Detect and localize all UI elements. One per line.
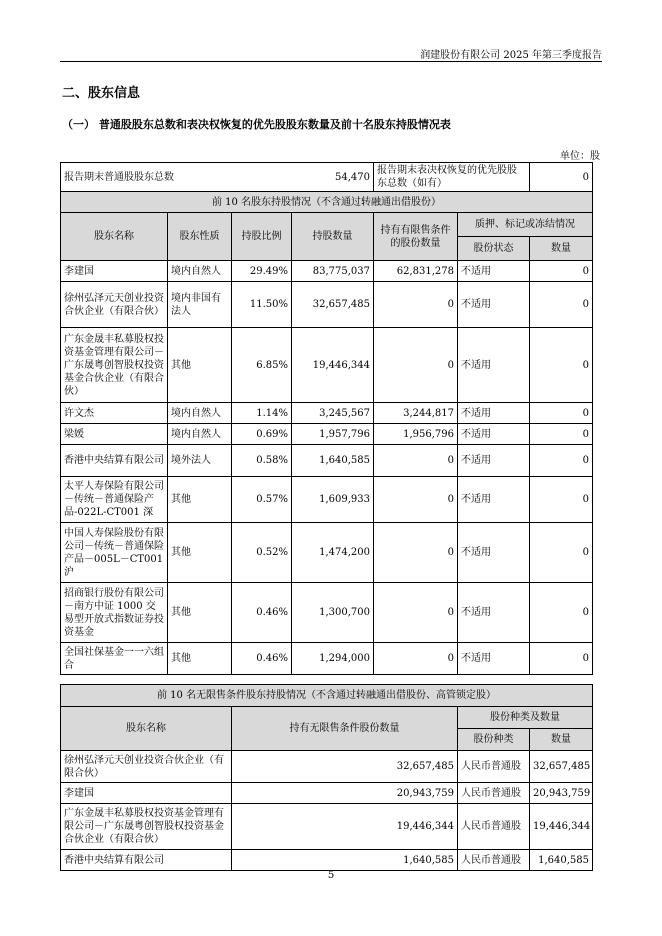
col-header-count: 数量 bbox=[530, 237, 593, 261]
table-row bbox=[61, 804, 593, 850]
cell-status: 不适用 bbox=[458, 424, 530, 445]
cell-ratio: 29.49% bbox=[232, 261, 292, 282]
table-row bbox=[61, 523, 593, 583]
col-header-restricted: 持有有限售条件的股份数量 bbox=[374, 213, 458, 261]
cell-name: 中国人寿保险股份有限公司－传统－普通保险产品－005L－CT001 沪 bbox=[61, 523, 168, 583]
cell-status: 不适用 bbox=[458, 445, 530, 477]
top10-shareholders-table bbox=[60, 162, 593, 675]
cell-nature: 境内非国有法人 bbox=[168, 282, 232, 328]
cell-restricted: 62,831,278 bbox=[374, 261, 458, 282]
cell-count: 0 bbox=[530, 583, 593, 643]
cell-qty: 20,943,759 bbox=[232, 783, 458, 804]
cell-nature: 境内自然人 bbox=[168, 403, 232, 424]
col-header-pledge: 质押、标记或冻结情况 bbox=[458, 213, 593, 237]
cell-ratio: 11.50% bbox=[232, 282, 292, 328]
cell-nature: 境内自然人 bbox=[168, 261, 232, 282]
top10-unrestricted-table bbox=[60, 684, 593, 871]
common-holders-label: 报告期末普通股股东总数 bbox=[64, 171, 174, 183]
table-row bbox=[61, 783, 593, 804]
table-row bbox=[61, 643, 593, 675]
cell-count: 32,657,485 bbox=[530, 751, 593, 783]
table-row bbox=[61, 328, 593, 403]
cell-count: 0 bbox=[530, 445, 593, 477]
cell-count: 0 bbox=[530, 282, 593, 328]
cell-count: 0 bbox=[530, 261, 593, 282]
cell-ratio: 0.46% bbox=[232, 583, 292, 643]
unit-label: 单位：股 bbox=[560, 151, 600, 162]
cell-qty: 19,446,344 bbox=[232, 804, 458, 850]
cell-ratio: 0.69% bbox=[232, 424, 292, 445]
table-row bbox=[61, 403, 593, 424]
cell-name: 香港中央结算有限公司 bbox=[61, 850, 232, 871]
cell-restricted: 0 bbox=[374, 583, 458, 643]
u-col-header-qty: 持有无限售条件股份数量 bbox=[232, 707, 458, 751]
u-col-header-name: 股东名称 bbox=[61, 707, 232, 751]
cell-type: 人民币普通股 bbox=[458, 751, 530, 783]
cell-name: 徐州弘泽元天创业投资合伙企业（有限合伙） bbox=[61, 282, 168, 328]
col-header-name: 股东名称 bbox=[61, 213, 168, 261]
table-row bbox=[61, 261, 593, 282]
cell-count: 20,943,759 bbox=[530, 783, 593, 804]
cell-name: 李建国 bbox=[61, 783, 232, 804]
subsection-title: （一） 普通股股东总数和表决权恢复的优先股股东数量及前十名股东持股情况表 bbox=[62, 118, 451, 131]
col-header-qty: 持股数量 bbox=[292, 213, 374, 261]
cell-name: 李建国 bbox=[61, 261, 168, 282]
u-col-header-type-group: 股份种类及数量 bbox=[458, 707, 593, 729]
cell-count: 19,446,344 bbox=[530, 804, 593, 850]
cell-qty: 1,474,200 bbox=[292, 523, 374, 583]
pref-holders-value: 0 bbox=[530, 163, 593, 192]
col-header-nature: 股东性质 bbox=[168, 213, 232, 261]
cell-nature: 其他 bbox=[168, 523, 232, 583]
cell-ratio: 6.85% bbox=[232, 328, 292, 403]
cell-name: 全国社保基金一一六组合 bbox=[61, 643, 168, 675]
cell-qty: 1,294,000 bbox=[292, 643, 374, 675]
cell-ratio: 0.57% bbox=[232, 477, 292, 523]
cell-status: 不适用 bbox=[458, 403, 530, 424]
cell-name: 招商银行股份有限公司－南方中证 1000 交易型开放式指数证券投资基金 bbox=[61, 583, 168, 643]
cell-count: 1,640,585 bbox=[530, 850, 593, 871]
cell-type: 人民币普通股 bbox=[458, 783, 530, 804]
cell-nature: 其他 bbox=[168, 583, 232, 643]
cell-nature: 其他 bbox=[168, 643, 232, 675]
section-title: 二、股东信息 bbox=[62, 86, 141, 101]
cell-status: 不适用 bbox=[458, 523, 530, 583]
table-row bbox=[61, 424, 593, 445]
table-row bbox=[61, 583, 593, 643]
cell-count: 0 bbox=[530, 403, 593, 424]
cell-qty: 1,640,585 bbox=[232, 850, 458, 871]
cell-status: 不适用 bbox=[458, 583, 530, 643]
page-number: 5 bbox=[327, 870, 335, 881]
u-col-header-type: 股份种类 bbox=[458, 729, 530, 751]
cell-type: 人民币普通股 bbox=[458, 850, 530, 871]
cell-qty: 83,775,037 bbox=[292, 261, 374, 282]
cell-name: 梁媛 bbox=[61, 424, 168, 445]
cell-ratio: 0.46% bbox=[232, 643, 292, 675]
top10-title: 前 10 名股东持股情况（不含通过转融通出借股份） bbox=[61, 192, 593, 213]
table-row bbox=[61, 751, 593, 783]
cell-ratio: 0.58% bbox=[232, 445, 292, 477]
cell-status: 不适用 bbox=[458, 261, 530, 282]
cell-restricted: 0 bbox=[374, 523, 458, 583]
cell-nature: 境外法人 bbox=[168, 445, 232, 477]
cell-name: 广东金晟丰私募股权投资基金管理有限公司－广东晟粤创智股权投资基金合伙企业（有限合伙） bbox=[61, 804, 232, 850]
cell-restricted: 0 bbox=[374, 282, 458, 328]
cell-name: 徐州弘泽元天创业投资合伙企业（有限合伙） bbox=[61, 751, 232, 783]
cell-type: 人民币普通股 bbox=[458, 804, 530, 850]
header-rule bbox=[60, 61, 602, 62]
cell-restricted: 0 bbox=[374, 477, 458, 523]
table-row bbox=[61, 282, 593, 328]
cell-restricted: 0 bbox=[374, 445, 458, 477]
cell-nature: 境内自然人 bbox=[168, 424, 232, 445]
cell-qty: 32,657,485 bbox=[292, 282, 374, 328]
table-row bbox=[61, 477, 593, 523]
cell-status: 不适用 bbox=[458, 282, 530, 328]
cell-count: 0 bbox=[530, 643, 593, 675]
cell-qty: 32,657,485 bbox=[232, 751, 458, 783]
cell-count: 0 bbox=[530, 424, 593, 445]
cell-restricted: 0 bbox=[374, 328, 458, 403]
summary-common-row bbox=[61, 163, 374, 192]
pref-holders-label: 报告期末表决权恢复的优先股股东总数（如有） bbox=[374, 163, 530, 192]
cell-restricted: 1,956,796 bbox=[374, 424, 458, 445]
unrestricted-title: 前 10 名无限售条件股东持股情况（不含通过转融通出借股份、高管锁定股） bbox=[61, 685, 593, 707]
cell-count: 0 bbox=[530, 523, 593, 583]
cell-qty: 1,640,585 bbox=[292, 445, 374, 477]
cell-status: 不适用 bbox=[458, 477, 530, 523]
table-row bbox=[61, 445, 593, 477]
col-header-ratio: 持股比例 bbox=[232, 213, 292, 261]
cell-name: 太平人寿保险有限公司－传统－普通保险产品-022L-CT001 深 bbox=[61, 477, 168, 523]
common-holders-value: 54,470 bbox=[335, 171, 370, 183]
cell-name: 广东金晟丰私募股权投资基金管理有限公司－广东晟粤创智股权投资基金合伙企业（有限合伙） bbox=[61, 328, 168, 403]
cell-nature: 其他 bbox=[168, 477, 232, 523]
page-header: 润建股份有限公司 2025 年第三季度报告 bbox=[420, 50, 602, 61]
u-col-header-count: 数量 bbox=[530, 729, 593, 751]
cell-qty: 3,245,567 bbox=[292, 403, 374, 424]
cell-restricted: 0 bbox=[374, 643, 458, 675]
cell-name: 香港中央结算有限公司 bbox=[61, 445, 168, 477]
cell-name: 许文杰 bbox=[61, 403, 168, 424]
cell-qty: 1,300,700 bbox=[292, 583, 374, 643]
cell-count: 0 bbox=[530, 328, 593, 403]
cell-status: 不适用 bbox=[458, 643, 530, 675]
cell-restricted: 3,244,817 bbox=[374, 403, 458, 424]
cell-ratio: 0.52% bbox=[232, 523, 292, 583]
cell-qty: 19,446,344 bbox=[292, 328, 374, 403]
cell-qty: 1,957,796 bbox=[292, 424, 374, 445]
cell-count: 0 bbox=[530, 477, 593, 523]
col-header-status: 股份状态 bbox=[458, 237, 530, 261]
cell-status: 不适用 bbox=[458, 328, 530, 403]
cell-nature: 其他 bbox=[168, 328, 232, 403]
table-row bbox=[61, 850, 593, 871]
cell-qty: 1,609,933 bbox=[292, 477, 374, 523]
cell-ratio: 1.14% bbox=[232, 403, 292, 424]
